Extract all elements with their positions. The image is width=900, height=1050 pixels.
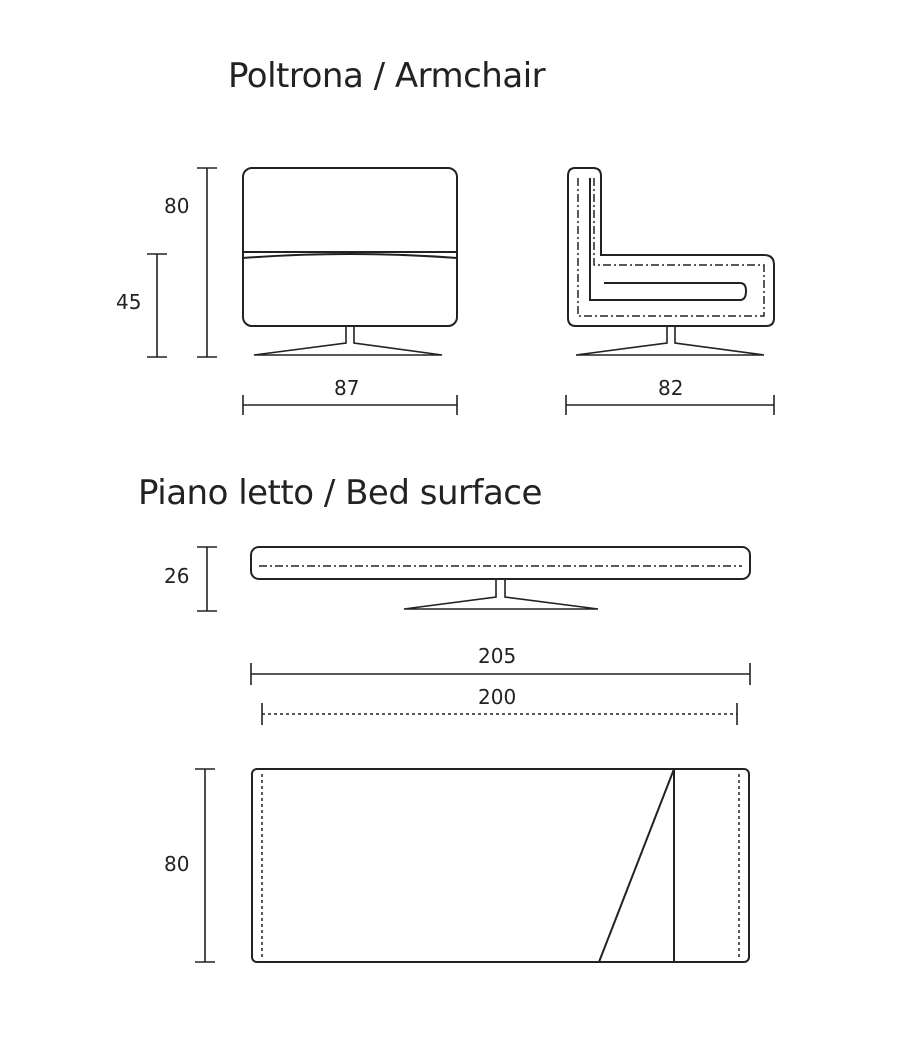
armchair-width-label: 87 [334,376,360,400]
armchair-title: Poltrona / Armchair [228,56,546,96]
armchair-depth-label: 82 [658,376,684,400]
armchair-front-base [254,326,442,355]
armchair-seat-height-label: 45 [116,290,142,314]
bed-side-base [404,579,598,609]
bed-top-view [252,769,749,962]
bed-width-label: 80 [164,852,190,876]
bed-width-dimension [195,769,215,962]
armchair-side-base [576,326,764,355]
bed-top-diagonal-line [599,769,674,962]
armchair-side-seat-fold [590,178,746,300]
armchair-front-body [243,168,457,326]
bed-length-inner-label: 200 [478,685,517,709]
armchair-height-label: 80 [164,194,190,218]
bed-side-view [251,547,750,609]
bed-height-label: 26 [164,564,190,588]
armchair-front-cushion-line [243,254,457,258]
armchair-side-outline [568,168,774,326]
armchair-side-view [568,168,774,355]
armchair-side-inner-line [578,178,764,316]
bed-height-dimension [197,547,217,611]
bed-side-body [251,547,750,579]
armchair-front-view [243,168,457,355]
bed-length-outer-label: 205 [478,644,517,668]
bed-surface-title: Piano letto / Bed surface [138,473,542,513]
